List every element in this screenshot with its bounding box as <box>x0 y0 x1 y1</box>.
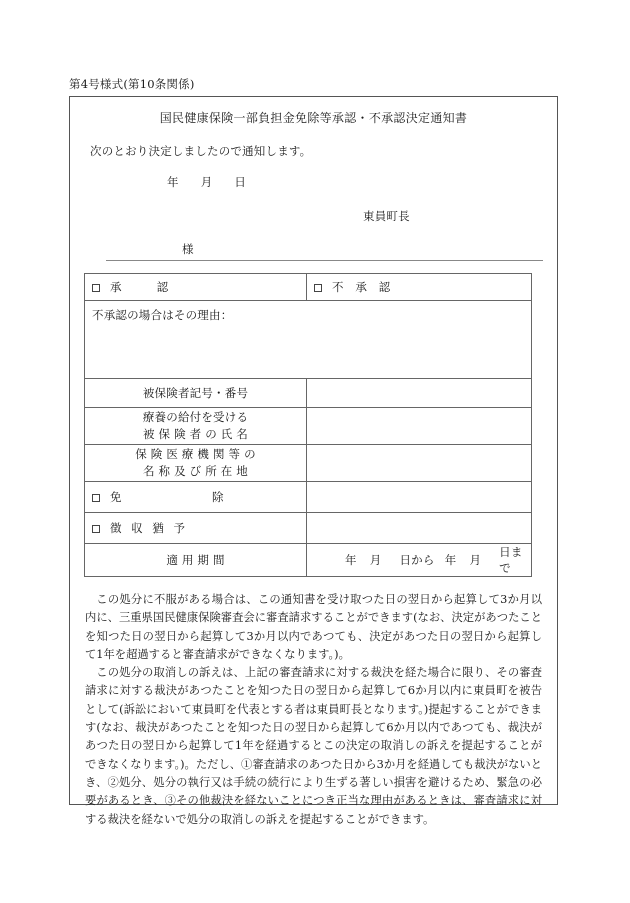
institution-value[interactable] <box>307 445 532 482</box>
period-from-year: 年 <box>345 553 357 567</box>
disapprove-label: 不 承 認 <box>332 280 391 294</box>
institution-label-line2: 名 称 及 び 所 在 地 <box>142 464 249 478</box>
checkbox-icon[interactable] <box>92 494 100 502</box>
approve-cell[interactable] <box>85 274 307 301</box>
insured-name-label-line1: 療養の給付を受ける <box>142 410 249 425</box>
insured-symbol-value[interactable] <box>307 379 532 408</box>
deferment-cell[interactable] <box>85 513 307 544</box>
issuer-name: 東員町長 <box>363 209 410 223</box>
table-row-deferment <box>85 513 532 544</box>
document-title: 国民健康保険一部負担金免除等承認・不承認決定通知書 <box>159 111 468 125</box>
date-month-label: 月 <box>200 175 213 189</box>
reason-label: 不承認の場合はその理由： <box>92 308 233 322</box>
table-row-exemption <box>85 482 532 513</box>
table-row-period <box>85 544 532 577</box>
table-row-reason <box>85 301 532 379</box>
exemption-value[interactable] <box>307 482 532 513</box>
table-row-insured-symbol <box>85 379 532 408</box>
period-label: 適 用 期 間 <box>85 544 307 577</box>
lead-text: 次のとおり決定しましたので通知します。 <box>90 144 312 158</box>
insured-symbol-label: 被保険者記号・番号 <box>85 379 307 408</box>
table-row-institution <box>85 445 532 482</box>
insured-name-value[interactable] <box>307 408 532 445</box>
notice-paragraph-2: この処分の取消しの訴えは、上記の審査請求に対する裁決を経た場合に限り、その審査請求に対する裁決があつたことを知つた日の翌日から起算して6か月以内に東員町を被告として(訴訟において東員町を代表とする者は東員町長となります。)提起することができます(なお、裁決があつたことを知つた日の翌日から起算して6か月以内であつても、裁決があつた日の翌日から起算して1年を経過するとこの決定の取消しの訴えを提起することができなくなります。)。ただし、①審査請求のあつた日から3か月を経過しても裁決がないとき、②処分、処分の執行又は手続の続行により生ずる著しい損害を避けるため、緊急の必要があるとき、③その他裁決を経ないことにつき正当な理由があるときは、審査請求に対する裁決を経ないで処分の取消しの訴えを提起することができます。 <box>85 666 542 826</box>
period-to-day: 日まで <box>499 545 523 575</box>
exemption-label: 免 除 <box>110 490 238 504</box>
period-to-month: 月 <box>469 553 482 567</box>
insured-name-label-line2: 被 保 険 者 の 氏 名 <box>142 427 249 441</box>
period-to-year: 年 <box>444 553 457 567</box>
form-number: 第4号様式(第10条関係) <box>69 77 195 91</box>
period-from-day: 日から <box>399 553 435 567</box>
notice-form-sheet <box>69 96 558 826</box>
approve-label: 承 認 <box>110 280 169 294</box>
deferment-value[interactable] <box>307 513 532 544</box>
deferment-label: 徴 収 猶 予 <box>110 521 188 535</box>
checkbox-icon[interactable] <box>314 284 322 292</box>
institution-label-line1: 保 険 医 療 機 関 等 の <box>135 447 256 462</box>
date-day-label: 日 <box>234 175 247 189</box>
notice-paragraph-1: この処分に不服がある場合は、この通知書を受け取つた日の翌日から起算して3か月以内に、三重県国民健康保険審査会に審査請求することができます(なお、決定があつたことを知つた日の翌日から起算して3か月以内であつても、決定があつた日の翌日から起算して1年を超過すると審査請求ができなくなります。)。 <box>85 593 542 661</box>
issue-date-line <box>70 174 557 190</box>
checkbox-icon[interactable] <box>92 525 100 533</box>
addressee-honorific: 様 <box>106 241 543 261</box>
disapprove-cell[interactable] <box>307 274 532 301</box>
period-fields <box>307 544 524 576</box>
addressee-row <box>70 241 557 261</box>
institution-label <box>85 445 307 482</box>
period-value-cell[interactable] <box>307 544 532 577</box>
decision-table <box>84 273 532 577</box>
exemption-cell[interactable] <box>85 482 307 513</box>
period-from-month: 月 <box>369 553 382 567</box>
notice-text-block <box>85 591 542 829</box>
date-year-label: 年 <box>167 175 179 189</box>
checkbox-icon[interactable] <box>92 284 100 292</box>
table-row-insured-name <box>85 408 532 445</box>
table-row-approval <box>85 274 532 301</box>
insured-name-label <box>85 408 307 445</box>
reason-cell[interactable] <box>85 301 532 379</box>
